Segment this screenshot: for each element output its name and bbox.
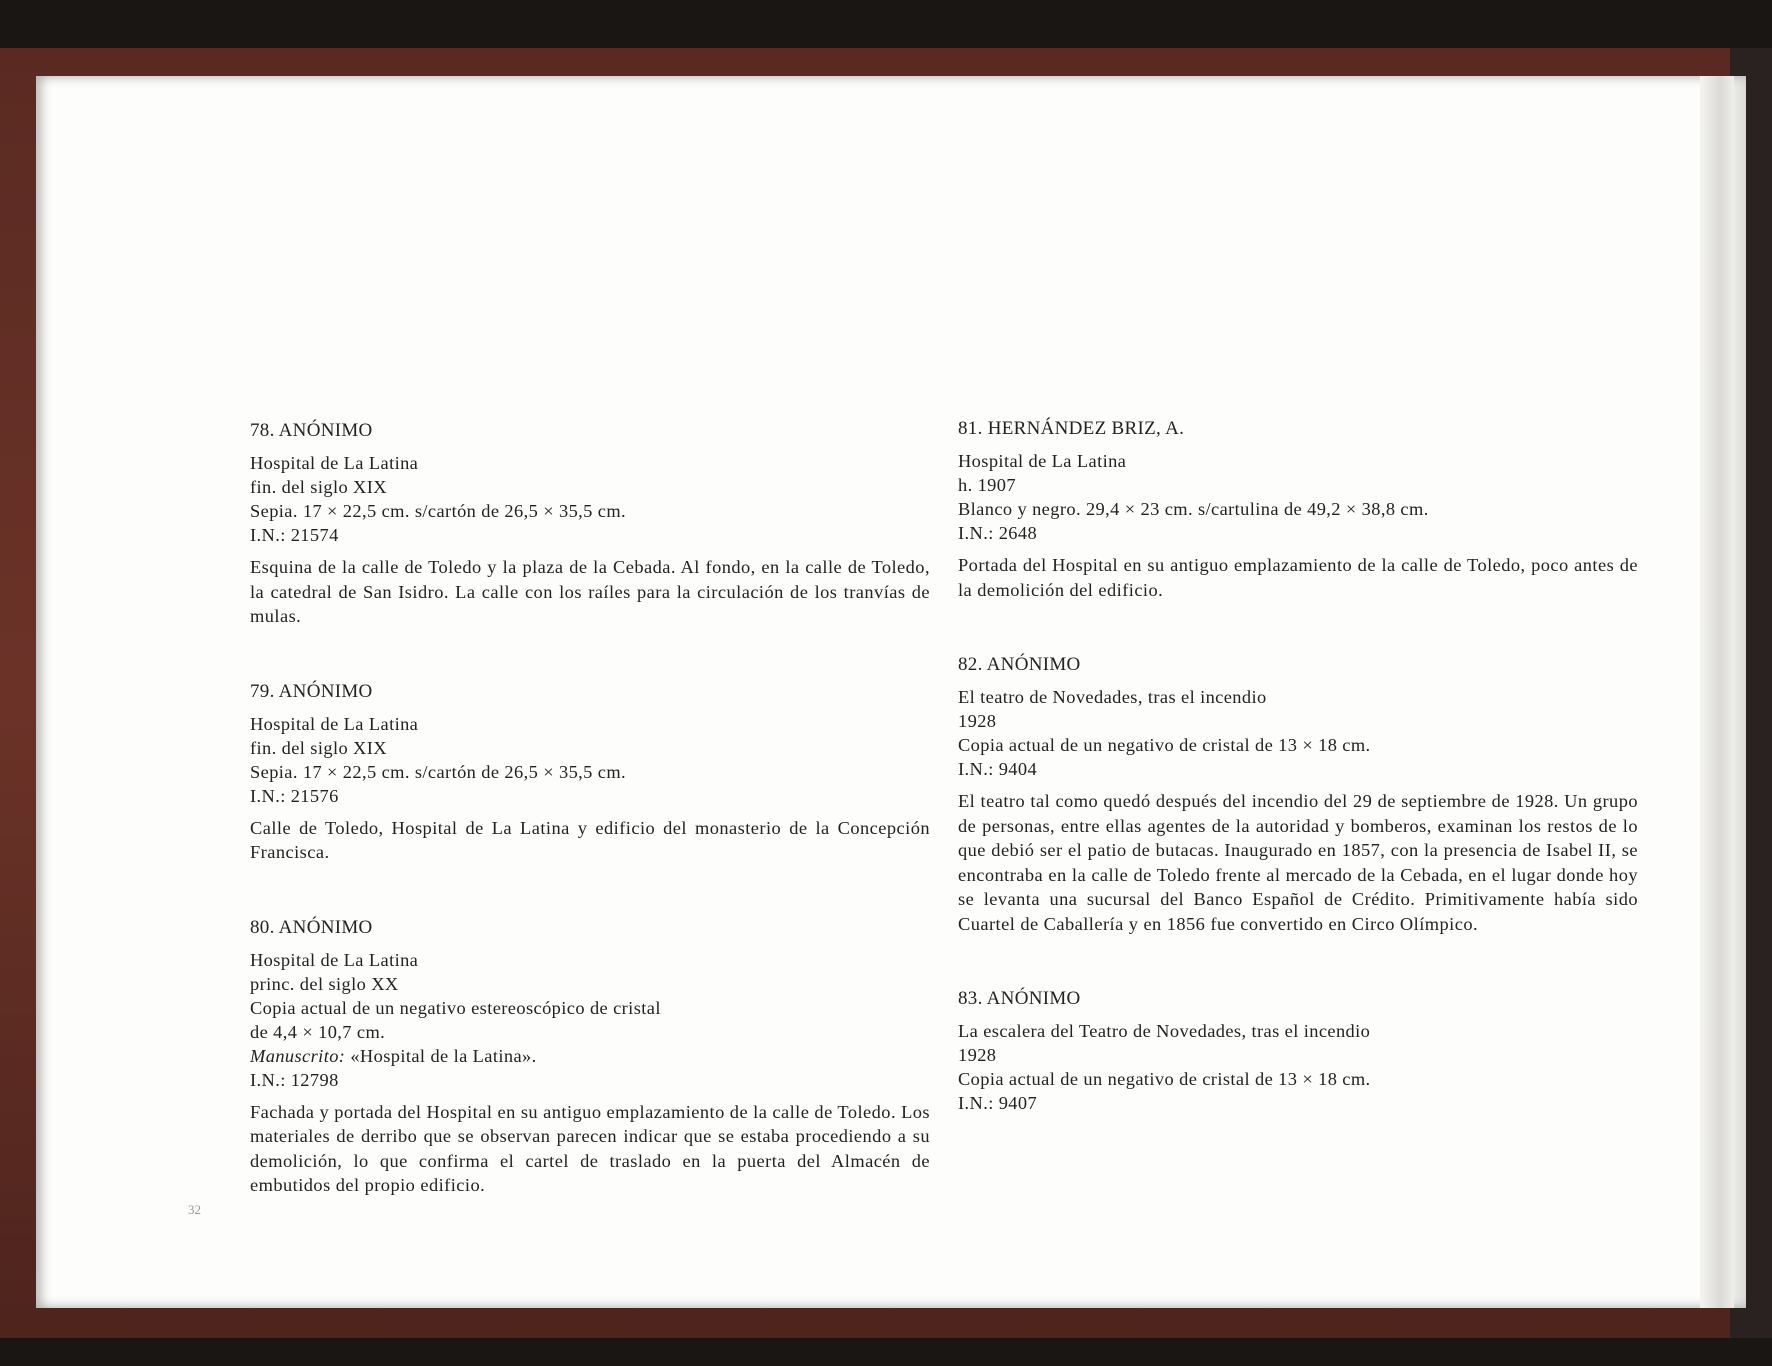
entry-inventory: I.N.: 9404 <box>958 759 1038 779</box>
catalog-entry-82 <box>958 654 1638 936</box>
entry-date: fin. del siglo XIX <box>250 477 387 497</box>
entry-inventory: I.N.: 2648 <box>958 523 1038 543</box>
entry-title: La escalera del Teatro de Novedades, tras el incendio <box>958 1021 1371 1041</box>
page-stack-edge <box>1700 76 1734 1308</box>
entry-technique-cont: de 4,4 × 10,7 cm. <box>250 1021 386 1042</box>
entry-technique: Copia actual de un negativo de cristal de 13 × 18 cm. <box>958 735 1371 755</box>
entry-manuscript <box>250 1044 930 1068</box>
catalog-entry-79 <box>250 681 930 865</box>
entry-heading: 82. ANÓNIMO <box>958 654 1081 675</box>
entry-inventory: I.N.: 12798 <box>250 1069 339 1090</box>
catalog-entry-80 <box>250 917 930 1198</box>
entry-title: Hospital de La Latina <box>250 949 419 970</box>
entry-inventory: I.N.: 9407 <box>958 1093 1038 1113</box>
entry-title: Hospital de La Latina <box>958 451 1127 471</box>
manuscript-label: Manuscrito: <box>250 1045 346 1066</box>
entry-description: Fachada y portada del Hospital en su antiguo emplazamiento de la calle de Toledo. Los materiales de derribo que se observan parecen indicar que se estaba procediendo a su demolición, lo que confirma el cartel de traslado en la puerta del Almacén de embutidos del propio edificio. <box>250 1101 930 1195</box>
entry-heading: 80. ANÓNIMO <box>250 916 373 938</box>
entry-technique: Copia actual de un negativo estereoscópico de cristal <box>250 997 661 1018</box>
left-column <box>250 420 930 1250</box>
entry-title: Hospital de La Latina <box>250 713 419 734</box>
entry-description: Esquina de la calle de Toledo y la plaza de la Cebada. Al fondo, en la calle de Toledo, la catedral de San Isidro. La calle con los raíles para la circulación de los tranvías de mulas. <box>250 557 930 626</box>
entry-heading: 79. ANÓNIMO <box>250 680 373 702</box>
entry-technique: Copia actual de un negativo de cristal de 13 × 18 cm. <box>958 1069 1371 1089</box>
entry-date: h. 1907 <box>958 475 1016 495</box>
entry-technique: Blanco y negro. 29,4 × 23 cm. s/cartulina de 49,2 × 38,8 cm. <box>958 499 1429 519</box>
catalog-entry-78 <box>250 420 930 629</box>
right-column <box>958 418 1638 1167</box>
entry-title: El teatro de Novedades, tras el incendio <box>958 687 1267 707</box>
catalog-entry-83 <box>958 988 1638 1115</box>
catalog-entry-81 <box>958 418 1638 602</box>
manuscript-text: «Hospital de la Latina». <box>345 1045 537 1066</box>
entry-date: princ. del siglo XX <box>250 973 399 994</box>
entry-heading: 78. ANÓNIMO <box>250 420 373 441</box>
entry-inventory: I.N.: 21574 <box>250 525 339 545</box>
page-number: 32 <box>188 1202 201 1217</box>
entry-technique: Sepia. 17 × 22,5 cm. s/cartón de 26,5 × 35,5 cm. <box>250 761 627 782</box>
entry-heading: 81. HERNÁNDEZ BRIZ, A. <box>958 418 1185 439</box>
entry-date: 1928 <box>958 1045 997 1065</box>
entry-description: Portada del Hospital en su antiguo emplazamiento de la calle de Toledo, poco antes de la demolición del edificio. <box>958 555 1638 600</box>
entry-date: 1928 <box>958 711 997 731</box>
entry-date: fin. del siglo XIX <box>250 737 387 758</box>
entry-description: El teatro tal como quedó después del incendio del 29 de septiembre de 1928. Un grupo de personas, entre ellas agentes de la autoridad y bomberos, examinan los restos de lo que debió ser el patio de butacas. Inaugurado en 1857, con la presencia de Isabel II, se encontraba en la calle de Toledo frente al mercado de la Cebada, en el lugar donde hoy se levanta una sucursal del Banco Español de Crédito. Primitivamente había sido Cuartel de Caballería y en 1856 fue convertido en Circo Olímpico. <box>958 791 1638 934</box>
entry-description: Calle de Toledo, Hospital de La Latina y edificio del monasterio de la Concepción Francisca. <box>250 817 930 862</box>
entry-title: Hospital de La Latina <box>250 453 419 473</box>
entry-technique: Sepia. 17 × 22,5 cm. s/cartón de 26,5 × 35,5 cm. <box>250 501 627 521</box>
entry-inventory: I.N.: 21576 <box>250 785 339 806</box>
entry-heading: 83. ANÓNIMO <box>958 988 1081 1009</box>
